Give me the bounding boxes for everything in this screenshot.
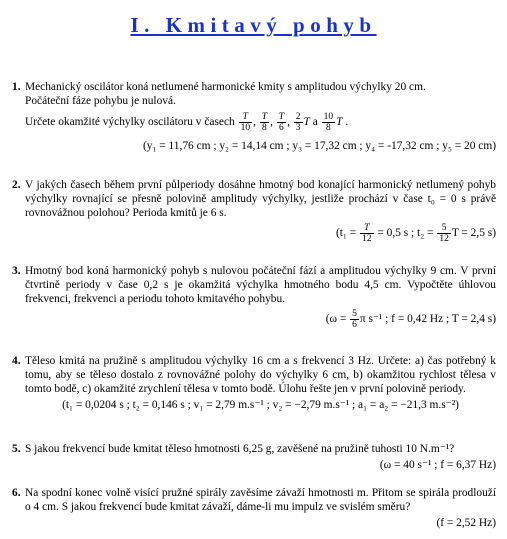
page-title: I. Kmitavý pohyb — [130, 13, 377, 37]
time-fraction: $\frac{T}{6}$ — [278, 112, 285, 133]
problem-3 — [12, 264, 496, 330]
problem-number: 5. — [12, 443, 21, 455]
problem-text-line: Mechanický oscilátor koná netlumené harmonické kmity s amplitudou výchylky 20 cm. — [25, 81, 426, 93]
answer: (t₁ = 0,0204 s ; t₂ = 0,146 s ; v₁ = 2,79 m.s⁻¹ ; v₂ = −2,79 m.s⁻¹ ; a₁ = a₂ = −21,3 m.s⁻²) — [62, 399, 459, 411]
problem-number: 1. — [12, 81, 21, 93]
answer: (ω = 40 s⁻¹ ; f = 6,37 Hz) — [379, 459, 496, 471]
time-fraction: $\frac{10}{8}$ — [323, 112, 334, 133]
problem-4 — [12, 354, 496, 412]
problem-text: Na spodní konec volně visící pružné spirály zavěsíme závaží hmotnosti m. Přitom se spirála prodlouží o 4 cm. S jakou frekvencí bude kmitat závaží, dáme-li mu impulz ve svislém směru? — [25, 487, 496, 513]
problem-text: S jakou frekvencí bude kmitat těleso hmotnosti 6,25 g, zavěšené na pružině tuhosti 10 N.m⁻¹? — [25, 443, 455, 455]
answer: (ω = $\frac{5}{6}$ π s⁻¹ ; f = 0,42 Hz ; T = 2,4 s) — [325, 309, 496, 330]
times-line: Určete okamžité výchylky oscilátoru v časech $\frac{T}{10}$ , $\frac{T}{8}$ , $\frac{T}{6}$ , $\frac{2}{3}$ T a $\frac{10}{8}$ T . — [25, 112, 349, 133]
problem-number: 3. — [12, 265, 21, 277]
answer: (y₁ = 11,76 cm ; y₂ = 14,14 cm ; y₃ = 17,32 cm ; y₄ = -17,32 cm ; y₅ = 20 cm) — [142, 140, 496, 152]
answer: (f = 2,52 Hz) — [436, 517, 496, 529]
time-fraction: $\frac{T}{10}$ — [240, 112, 251, 133]
problem-text: Těleso kmitá na pružině s amplitudou výchylky 16 cm a s frekvencí 3 Hz. Určete: a) čas potřebný k tomu, aby se těleso dostalo z rovnovážné polohy do výchylky 6 cm, b) okamžitou rychlost tělesa v tomto bodě, c) okamžité zrychlení tělesa v tomto bodě. Úlohu řešte jen v první polovině periody. — [25, 355, 496, 395]
problem-text: Hmotný bod koná harmonický pohyb s nulovou počáteční fází a amplitudou výchylky 9 cm. V první čtvrtině periody v čase 0,2 s je okamžitá výchylka hmotného bodu 4,5 cm. Vypočtěte úhlovou frekvenci, frekvenci a periodu tohoto kmitavého pohybu. — [25, 265, 496, 305]
problem-number: 6. — [12, 487, 21, 499]
problem-number: 4. — [12, 355, 21, 367]
problem-1 — [12, 80, 496, 153]
problem-5 — [12, 442, 496, 472]
and-word: a — [312, 116, 318, 129]
problem-2 — [12, 178, 496, 244]
problem-text-line: Počáteční fáze pohybu je nulová. — [25, 95, 176, 107]
answer: (t₁ = $\frac{T}{12}$ = 0,5 s ; t₂ = $\frac{5}{12}$ T = 2,5 s) — [335, 223, 496, 244]
time-fraction: $\frac{2}{3}$ — [295, 112, 301, 133]
time-fraction: $\frac{T}{8}$ — [261, 112, 268, 133]
times-intro: Určete okamžité výchylky oscilátoru v časech — [25, 116, 235, 129]
problem-text: V jakých časech během první půlperiody dosáhne hmotný bod konající harmonický netlumený pohyb výchylky rovnající se přesně polovině amplitudy výchylky, jestliže prochází v čase t₀ = 0 s právě rovnovážnou polohou? Perioda kmitů je 6 s. — [25, 179, 496, 219]
problem-number: 2. — [12, 179, 21, 191]
problem-6 — [12, 486, 496, 530]
